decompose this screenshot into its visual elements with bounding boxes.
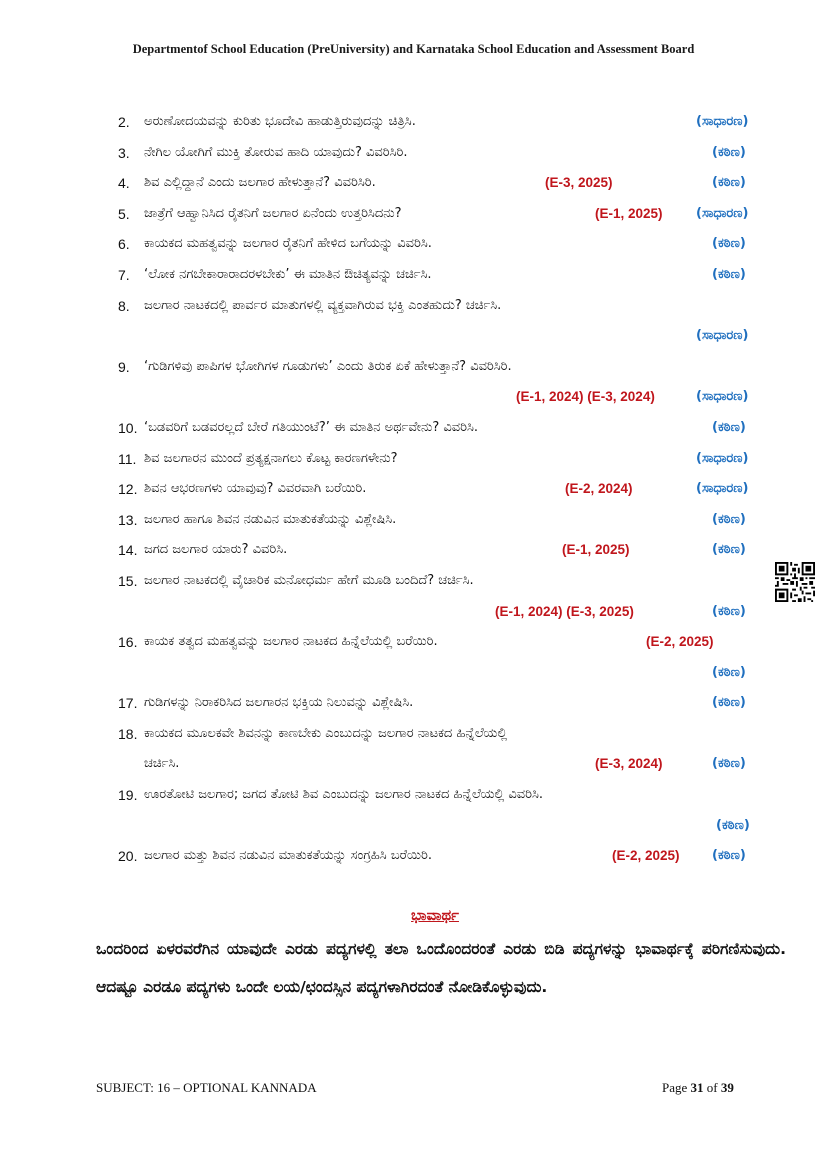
question-item (118, 263, 798, 294)
difficulty-label: (ಕಠಿಣ) (712, 695, 746, 711)
question-number: 19. (118, 787, 138, 804)
exam-reference: (E-1, 2025) (562, 542, 630, 558)
question-text: ನೇಗಿಲ ಯೋಗಿಗೆ ಮುಕ್ತಿ ತೋರುವ ಹಾದಿ ಯಾವುದು? ವಿವರಿಸಿರಿ. (144, 144, 408, 160)
exam-reference: (E-2, 2025) (646, 634, 714, 650)
question-item (118, 691, 798, 722)
difficulty-label: (ಕಠಿಣ) (712, 603, 746, 619)
question-text-continued: ಚರ್ಚಿಸಿ. (144, 756, 180, 772)
exam-reference: (E-1, 2024) (E-3, 2024) (516, 389, 655, 405)
difficulty-label: (ಕಠಿಣ) (712, 144, 746, 160)
page-current: 31 (690, 1080, 704, 1095)
difficulty-label: (ಸಾಧಾರಣ) (696, 389, 749, 405)
difficulty-label: (ಕಠಿಣ) (712, 756, 746, 772)
difficulty-label: (ಕಠಿಣ) (712, 848, 746, 864)
question-item (118, 416, 798, 447)
question-item (118, 202, 798, 233)
exam-reference: (E-2, 2025) (612, 848, 680, 864)
question-text: ಕಾಯಕದ ಮೂಲಕವೇ ಶಿವನನ್ನು ಕಾಣಬೇಕು ಎಂಬುದನ್ನು ಜಲಗಾರ ನಾಟಕದ ಹಿನ್ನೆಲೆಯಲ್ಲಿ (144, 725, 508, 741)
question-number: 6. (118, 236, 130, 253)
difficulty-label: (ಸಾಧಾರಣ) (696, 114, 749, 129)
question-item-continued (118, 385, 798, 416)
question-number: 18. (118, 725, 138, 742)
page-of: of (706, 1080, 718, 1095)
question-item (118, 844, 798, 875)
question-text: ಜಲಗಾರ ನಾಟಕದಲ್ಲಿ ಪಾರ್ವರ ಮಾತುಗಳಲ್ಲಿ ವ್ಯಕ್ತವಾಗಿರುವ ಭಕ್ತಿ ಎಂತಹುದು? ಚರ್ಚಿಸಿ. (144, 297, 502, 313)
exam-reference: (E-1, 2024) (E-3, 2025) (495, 603, 634, 619)
question-text: ಕಾಯಕದ ಮಹತ್ವವನ್ನು ಜಲಗಾರ ರೈತನಿಗೆ ಹೇಳಿದ ಬಗೆಯನ್ನು ವಿವರಿಸಿ. (144, 236, 432, 252)
question-text: ಜಲಗಾರ ಮತ್ತು ಶಿವನ ನಡುವಿನ ಮಾತುಕತೆಯನ್ನು ಸಂಗ್ರಹಿಸಿ ಬರೆಯಿರಿ. (144, 848, 432, 864)
question-item (118, 232, 798, 263)
question-text: ಜಗದ ಜಲಗಾರ ಯಾರು? ವಿವರಿಸಿ. (144, 542, 288, 558)
difficulty-label: (ಸಾಧಾರಣ) (696, 328, 749, 344)
question-number: 12. (118, 481, 138, 498)
question-text: ಊರತೋಟಿ ಜಲಗಾರ; ಜಗದ ತೋಟಿ ಶಿವ ಎಂಬುದನ್ನು ಜಲಗಾರ ನಾಟಕದ ಹಿನ್ನೆಲೆಯಲ್ಲಿ ವಿವರಿಸಿ. (144, 787, 543, 803)
section-title: ಭಾವಾರ್ಥ (411, 906, 459, 924)
page-total: 39 (720, 1080, 734, 1095)
difficulty-label: (ಕಠಿಣ) (712, 175, 746, 191)
question-text: ಜಲಗಾರ ಹಾಗೂ ಶಿವನ ನಡುವಿನ ಮಾತುಕತೆಯನ್ನು ವಿಶ್ಲೇಷಿಸಿ. (144, 511, 397, 527)
page-prefix: Page (662, 1080, 688, 1095)
question-number: 14. (118, 542, 138, 559)
question-item (118, 538, 798, 569)
difficulty-label: (ಕಠಿಣ) (712, 419, 746, 435)
question-number: 2. (118, 114, 130, 130)
question-item (118, 722, 798, 753)
question-item-continued (118, 752, 798, 783)
question-item-continued (118, 661, 798, 692)
question-number: 13. (118, 511, 138, 528)
question-text: ‘ಗುಡಿಗಳಿವು ಪಾಪಿಗಳ ಭೋಗಿಗಳ ಗೂಡುಗಳು’ ಎಂದು ತಿರುಕ ಏಕೆ ಹೇಳುತ್ತಾನೆ? ವಿವರಿಸಿರಿ. (144, 358, 512, 374)
difficulty-label: (ಕಠಿಣ) (716, 817, 750, 833)
question-number: 9. (118, 358, 130, 375)
question-item-continued (118, 600, 798, 631)
question-item (118, 355, 798, 386)
difficulty-label: (ಕಠಿಣ) (712, 266, 746, 282)
question-text: ಶಿವ ಎಲ್ಲಿದ್ದಾನೆ ಎಂದು ಜಲಗಾರ ಹೇಳುತ್ತಾನೆ? ವಿವರಿಸಿರಿ. (144, 175, 376, 191)
question-text: ಅರುಣೋದಯವನ್ನು ಕುರಿತು ಭೂದೇವಿ ಹಾಡುತ್ತಿರುವುದನ್ನು ಚಿತ್ರಿಸಿ. (144, 114, 416, 129)
question-number: 15. (118, 572, 138, 589)
footer-subject: SUBJECT: 16 – OPTIONAL KANNADA (96, 1080, 317, 1095)
difficulty-label: (ಸಾಧಾರಣ) (696, 205, 749, 221)
difficulty-label: (ಕಠಿಣ) (712, 542, 746, 558)
question-text: ಜಾತ್ರೆಗೆ ಆಹ್ವಾನಿಸಿದ ರೈತನಿಗೆ ಜಲಗಾರ ಏನೆಂದು ಉತ್ತರಿಸಿದನು? (144, 205, 402, 221)
question-item (118, 569, 798, 600)
exam-reference: (E-3, 2025) (545, 175, 613, 191)
difficulty-label: (ಸಾಧಾರಣ) (696, 481, 749, 497)
difficulty-label: (ಕಠಿಣ) (712, 511, 746, 527)
question-item (118, 171, 798, 202)
question-text: ಗುಡಿಗಳನ್ನು ನಿರಾಕರಿಸಿದ ಜಲಗಾರನ ಭಕ್ತಿಯ ನಿಲುವನ್ನು ವಿಶ್ಲೇಷಿಸಿ. (144, 695, 414, 711)
question-item (118, 630, 798, 661)
page-header: Departmentof School Education (PreUniversity) and Karnataka School Education and Assessment Board (132, 42, 695, 56)
question-number: 17. (118, 695, 138, 712)
question-text: ‘ಲೋಕ ನಗಬೇಕಾರಾರಾದರಳಬೇಕು’ ಈ ಮಾತಿನ ಔಚಿತ್ಯವನ್ನು ಚರ್ಚಿಸಿ. (144, 266, 432, 282)
question-number: 16. (118, 634, 138, 651)
question-text: ಕಾಯಕ ತತ್ವದ ಮಹತ್ವವನ್ನು ಜಲಗಾರ ನಾಟಕದ ಹಿನ್ನೆಲೆಯಲ್ಲಿ ಬರೆಯಿರಿ. (144, 634, 438, 650)
question-item (118, 783, 798, 814)
question-number: 5. (118, 205, 130, 222)
question-item (118, 508, 798, 539)
difficulty-label: (ಸಾಧಾರಣ) (696, 450, 749, 466)
section-paragraph: ಒಂದರಿಂದ ಏಳರವರೆಗಿನ ಯಾವುದೇ ಎರಡು ಪದ್ಯಗಳಲ್ಲಿ ತಲಾ ಒಂದೊಂದರಂತೆ ಎರಡು ಬಿಡಿ ಪದ್ಯಗಳನ್ನು ಭಾವಾರ್ಥಕ್ಕೆ ಪರಿಗಣಿಸುವುದು. ಆದಷ್ಟೂ ಎರಡೂ ಪದ್ಯಗಳು ಒಂದೇ ಲಯ/ಛಂದಸ್ಸಿನ ಪದ್ಯಗಳಾಗಿರದಂತೆ ನೋಡಿಕೊಳ್ಳುವುದು. (96, 940, 786, 996)
question-text: ಜಲಗಾರ ನಾಟಕದಲ್ಲಿ ವೈಚಾರಿಕ ಮನೋಧರ್ಮ ಹೇಗೆ ಮೂಡಿ ಬಂದಿದೆ? ಚರ್ಚಿಸಿ. (144, 572, 474, 588)
exam-reference: (E-3, 2024) (595, 756, 663, 772)
question-number: 20. (118, 848, 138, 865)
difficulty-label: (ಕಠಿಣ) (712, 664, 746, 680)
question-number: 11. (118, 450, 137, 467)
qr-code-icon (775, 562, 815, 602)
question-text: ‘ಬಡವರಿಗೆ ಬಡವರಲ್ಲದೆ ಬೇರೆ ಗತಿಯುಂಟೆ?’ ಈ ಮಾತಿನ ಅರ್ಥವೇನು? ವಿವರಿಸಿ. (144, 419, 478, 435)
question-number: 10. (118, 419, 138, 436)
question-number: 3. (118, 144, 130, 161)
question-number: 4. (118, 175, 130, 192)
question-text: ಶಿವ ಜಲಗಾರನ ಮುಂದೆ ಪ್ರತ್ಯಕ್ಷನಾಗಲು ಕೊಟ್ಟ ಕಾರಣಗಳೇನು? (144, 450, 398, 466)
question-item (118, 141, 798, 172)
question-text: ಶಿವನ ಆಭರಣಗಳು ಯಾವುವು? ವಿವರವಾಗಿ ಬರೆಯಿರಿ. (144, 481, 367, 497)
question-item (118, 110, 798, 141)
question-item (118, 447, 798, 478)
question-list (118, 110, 798, 875)
question-item (118, 477, 798, 508)
question-number: 7. (118, 266, 130, 283)
question-item (118, 294, 798, 325)
question-item-continued (118, 814, 798, 845)
question-item-continued (118, 324, 798, 355)
footer-page-number (662, 1080, 734, 1096)
exam-reference: (E-1, 2025) (595, 205, 663, 221)
exam-reference: (E-2, 2024) (565, 481, 633, 497)
difficulty-label: (ಕಠಿಣ) (712, 236, 746, 252)
question-number: 8. (118, 297, 130, 314)
